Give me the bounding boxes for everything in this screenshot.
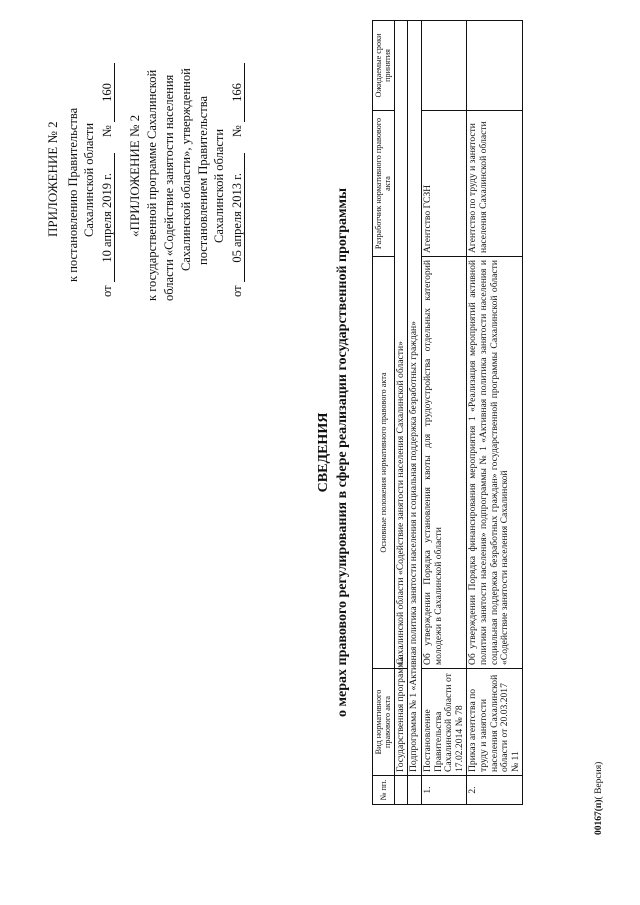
document-footer bbox=[594, 762, 604, 835]
attachment-new-line2: Сахалинской области bbox=[82, 122, 96, 237]
attachment-old-date-line bbox=[230, 63, 245, 297]
row-num: 2. bbox=[467, 776, 523, 805]
section-program-text: Сахалинской области «Содействие занятости населения Сахалинской области» bbox=[394, 21, 408, 669]
attachment-old-date: 05 апреля 2013 г. bbox=[230, 153, 245, 282]
header-kind: Вид нормативного правового акта bbox=[373, 669, 395, 776]
attachment-new-date: 10 апреля 2019 г. bbox=[100, 153, 115, 282]
document-subtitle: о мерах правового регулирования в сфере реализации государственной программы bbox=[335, 187, 350, 718]
header-provisions: Основные положения нормативного правового акта bbox=[373, 257, 395, 669]
footer-version: ( Версия) bbox=[594, 761, 604, 800]
attachment-new-title: ПРИЛОЖЕНИЕ № 2 bbox=[45, 121, 60, 237]
header-num: № пп. bbox=[373, 776, 395, 805]
footer-code: 00167(п) bbox=[594, 799, 604, 835]
attachment-old-line3: Сахалинской области», утвержденной bbox=[179, 68, 193, 271]
attachment-new-date-line bbox=[100, 63, 115, 297]
row-kind: Постановление Правительства Сахалинской области от 17.02.2014 № 78 bbox=[422, 669, 467, 776]
attachment-old-line5: Сахалинской области bbox=[212, 128, 226, 243]
row-developer: Агентство по труду и занятости населения Сахалинской области bbox=[467, 111, 523, 257]
attachment-new-number: 160 bbox=[100, 63, 115, 122]
row-developer: Агентство ГСЗН bbox=[422, 111, 467, 257]
table-header-row bbox=[373, 21, 395, 805]
section-program-row bbox=[394, 21, 408, 805]
attachment-old-number: 166 bbox=[230, 63, 245, 122]
header-developer: Разработчик нормативного правового акта bbox=[373, 111, 395, 257]
row-deadline bbox=[467, 21, 523, 111]
attachment-old-line2: области «Содействие занятости населения bbox=[162, 74, 176, 301]
row-deadline bbox=[422, 21, 467, 111]
attachment-old-line4: постановлением Правительства bbox=[196, 95, 210, 265]
header-deadline: Ожидаемые сроки принятия bbox=[373, 21, 395, 111]
row-provisions: Об утверждении Порядка финансирования мероприятия 1 «Реализация мероприятий активной политики занятости населения» подпрограммы № 1 «Активная политика занятости населения и социальная поддержка безработных граждан» государственной программы Сахалинской области «Содействие занятости населения Сахалинской bbox=[467, 257, 523, 669]
row-kind: Приказ агентства по труду и занятости населения Сахалинской области от 20.03.2017 № 11 bbox=[467, 669, 523, 776]
table-row bbox=[467, 21, 523, 805]
row-num: 1. bbox=[422, 776, 467, 805]
row-provisions: Об утверждении Порядка установления квоты для трудоустройства отдельных категорий молодежи в Сахалинской области bbox=[422, 257, 467, 669]
number-label: № bbox=[100, 125, 114, 138]
from-label: от bbox=[230, 285, 244, 297]
section-subprogram-text: Подпрограмма № 1 «Активная политика занятости населения и социальная поддержка безработных граждан» bbox=[408, 21, 422, 776]
attachment-old-title: «ПРИЛОЖЕНИЕ № 2 bbox=[127, 114, 142, 237]
section-program-label: Государственная программа bbox=[394, 669, 408, 776]
section-subprogram-row bbox=[408, 21, 422, 805]
document-title: СВЕДЕНИЯ bbox=[316, 412, 331, 493]
attachment-old-line1: к государственной программе Сахалинской bbox=[145, 69, 159, 301]
from-label: от bbox=[100, 285, 114, 297]
table-row bbox=[422, 21, 467, 805]
attachment-new-line1: к постановлению Правительства bbox=[66, 107, 80, 282]
number-label: № bbox=[230, 125, 244, 138]
measures-table bbox=[372, 20, 523, 805]
